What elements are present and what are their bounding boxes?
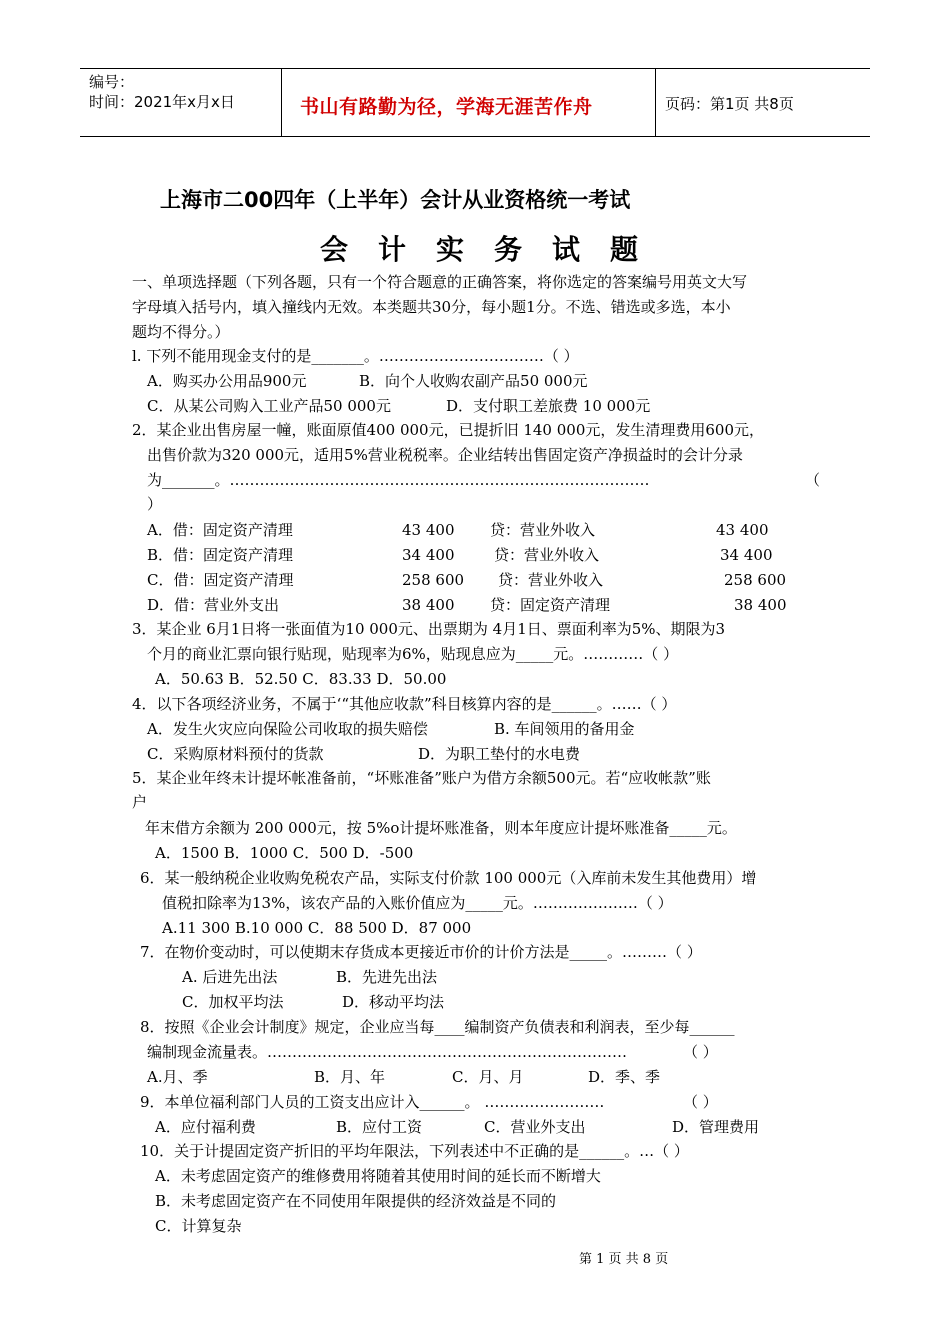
q9-option-b: B．应付工资 bbox=[336, 1118, 423, 1136]
q7-option-c: C．加权平均法 bbox=[182, 993, 284, 1011]
q10-option-c: C．计算复杂 bbox=[155, 1217, 242, 1235]
q2-option-c-debit: C．借：固定资产清理 bbox=[147, 571, 294, 589]
q8-option-d: D．季、季 bbox=[588, 1068, 661, 1086]
q3-line-1: 3．某企业 6月1日将一张面值为10 000元、出票期为 4月1日、票面利率为5%、期限为3 bbox=[132, 620, 726, 638]
q5-line-1: 5．某企业年终未计提坏帐准备前，“坏账准备”账户为借方余额500元。若“应收帐款”账 bbox=[132, 769, 711, 787]
q2-option-a-debit-amount: 43 400 bbox=[402, 521, 455, 539]
q1-stem: l. 下列不能用现金支付的是_______。……………………………（ ） bbox=[132, 347, 579, 365]
q8-option-b: B．月、年 bbox=[314, 1068, 386, 1086]
q2-option-c-credit: 贷：营业外收入 bbox=[498, 571, 604, 589]
header-serial: 编号： bbox=[89, 73, 135, 91]
q1-option-c: C．从某公司购入工业产品50 000元 bbox=[147, 397, 391, 415]
section-intro-line-3: 题均不得分。） bbox=[132, 323, 230, 341]
header-date: 时间：2021年x月x日 bbox=[89, 93, 235, 111]
q5-line-2: 年末借方余额为 200 000元，按 5%o计提坏账准备，则本年度应计提坏账准备_____元。 bbox=[145, 819, 737, 837]
q6-line-1: 6．某一般纳税企业收购免税农产品，实际支付价款 100 000元（入库前未发生其他费用）增 bbox=[140, 869, 757, 887]
q7-stem: 7．在物价变动时，可以使期末存货成本更接近市价的计价方法是_____。………（ ） bbox=[140, 943, 702, 961]
q2-option-d-credit-amount: 38 400 bbox=[734, 596, 787, 614]
q7-option-b: B．先进先出法 bbox=[336, 968, 438, 986]
q2-option-b-debit: B．借：固定资产清理 bbox=[147, 546, 294, 564]
q2-option-d-credit: 贷：固定资产清理 bbox=[490, 596, 611, 614]
q4-option-c: C．采购原材料预付的货款 bbox=[147, 745, 324, 763]
q2-option-b-credit-amount: 34 400 bbox=[720, 546, 773, 564]
q1-option-b: B．向个人收购农副产品50 000元 bbox=[359, 372, 588, 390]
q6-line-2: 值税扣除率为13%，该农产品的入账价值应为_____元。…………………（ ） bbox=[162, 894, 673, 912]
q3-line-2: 个月的商业汇票向银行贴现，贴现率为6%，贴现息应为_____元。…………（ ） bbox=[147, 645, 679, 663]
q8-line-2: 编制现金流量表。……………………………………………………………… bbox=[147, 1043, 628, 1061]
header-divider-left bbox=[281, 68, 282, 137]
q8-paren: （ ） bbox=[683, 1043, 718, 1061]
q8-option-a: A.月、季 bbox=[147, 1068, 208, 1086]
q4-stem: 4．以下各项经济业务，不属于‘“其他应收款”科目核算内容的是______。……（ ） bbox=[132, 695, 677, 713]
q1-option-a: A．购买办公用品900元 bbox=[147, 372, 307, 390]
q3-options: A．50.63 B．52.50 C．83.33 D．50.00 bbox=[155, 670, 447, 688]
q8-option-c: C．月、月 bbox=[452, 1068, 524, 1086]
q10-option-b: B．未考虑固定资产在不同使用年限提供的经济效益是不同的 bbox=[155, 1192, 557, 1210]
q2-option-c-debit-amount: 258 600 bbox=[402, 571, 465, 589]
page-title: 上海市二00四年（上半年）会计从业资格统一考试 bbox=[160, 188, 631, 212]
q2-paren-close: ） bbox=[147, 495, 163, 513]
q6-options: A.11 300 B.10 000 C．88 500 D．87 000 bbox=[162, 919, 472, 937]
q2-option-d-debit: D．借：营业外支出 bbox=[147, 596, 280, 614]
q7-option-a: A. 后进先出法 bbox=[182, 968, 278, 986]
q9-option-a: A．应付福利费 bbox=[155, 1118, 256, 1136]
q2-option-a-credit: 贷：营业外收入 bbox=[490, 521, 596, 539]
q2-option-a-debit: A．借：固定资产清理 bbox=[147, 521, 293, 539]
q9-stem: 9．本单位福利部门人员的工资支出应计入______。 …………………… bbox=[140, 1093, 605, 1111]
q2-line-3: 为_______。………………………………………………………………………… bbox=[147, 471, 650, 489]
q1-option-d: D．支付职工差旅费 10 000元 bbox=[446, 397, 651, 415]
q2-line-2: 出售价款为320 000元，适用5%营业税税率。企业结转出售固定资产净损益时的会计分录 bbox=[147, 446, 743, 464]
q2-line-1: 2．某企业出售房屋一幢，账面原值400 000元，已提折旧 140 000元，发生清理费用600元， bbox=[132, 421, 765, 439]
page-footer: 第 1 页 共 8 页 bbox=[579, 1252, 669, 1267]
q10-stem: 10．关于计提固定资产折旧的平均年限法，下列表述中不正确的是______。…（ ） bbox=[140, 1142, 689, 1160]
q5-line-1-wrap: 户 bbox=[132, 793, 148, 811]
q4-option-b: B. 车间领用的备用金 bbox=[494, 720, 635, 738]
q2-option-b-debit-amount: 34 400 bbox=[402, 546, 455, 564]
q4-option-d: D．为职工垫付的水电费 bbox=[418, 745, 581, 763]
section-intro-line-2: 字母填入括号内，填入撞线内无效。本类题共30分，每小题1分。不选、错选或多选，本小 bbox=[132, 298, 731, 316]
q5-options: A．1500 B．1000 C．500 D．-500 bbox=[155, 844, 414, 862]
q2-paren-open: （ bbox=[805, 471, 821, 489]
q2-option-a-credit-amount: 43 400 bbox=[716, 521, 769, 539]
q2-option-d-debit-amount: 38 400 bbox=[402, 596, 455, 614]
header-divider-right bbox=[655, 68, 656, 137]
header-motto: 书山有路勤为径，学海无涯苦作舟 bbox=[300, 96, 593, 118]
page-subtitle: 会计实务试题 bbox=[320, 233, 669, 266]
q10-option-a: A．未考虑固定资产的维修费用将随着其使用时间的延长而不断增大 bbox=[155, 1167, 601, 1185]
header-page-info: 页码：第1页 共8页 bbox=[665, 95, 794, 113]
section-intro-line-1: 一、单项选择题（下列各题，只有一个符合题意的正确答案，将你选定的答案编号用英文大写 bbox=[132, 273, 748, 291]
q2-option-b-credit: 贷：营业外收入 bbox=[494, 546, 600, 564]
header-bottom-border bbox=[80, 136, 870, 137]
q2-option-c-credit-amount: 258 600 bbox=[724, 571, 787, 589]
header-top-border bbox=[80, 68, 870, 69]
q9-option-c: C．营业外支出 bbox=[484, 1118, 586, 1136]
q9-paren: （ ） bbox=[683, 1093, 718, 1111]
q7-option-d: D．移动平均法 bbox=[342, 993, 445, 1011]
q9-option-d: D．管理费用 bbox=[672, 1118, 760, 1136]
q8-line-1: 8．按照《企业会计制度》规定，企业应当每____编制资产负债表和利润表，至少每______ bbox=[140, 1018, 735, 1036]
q4-option-a: A．发生火灾应向保险公司收取的损失赔偿 bbox=[147, 720, 428, 738]
